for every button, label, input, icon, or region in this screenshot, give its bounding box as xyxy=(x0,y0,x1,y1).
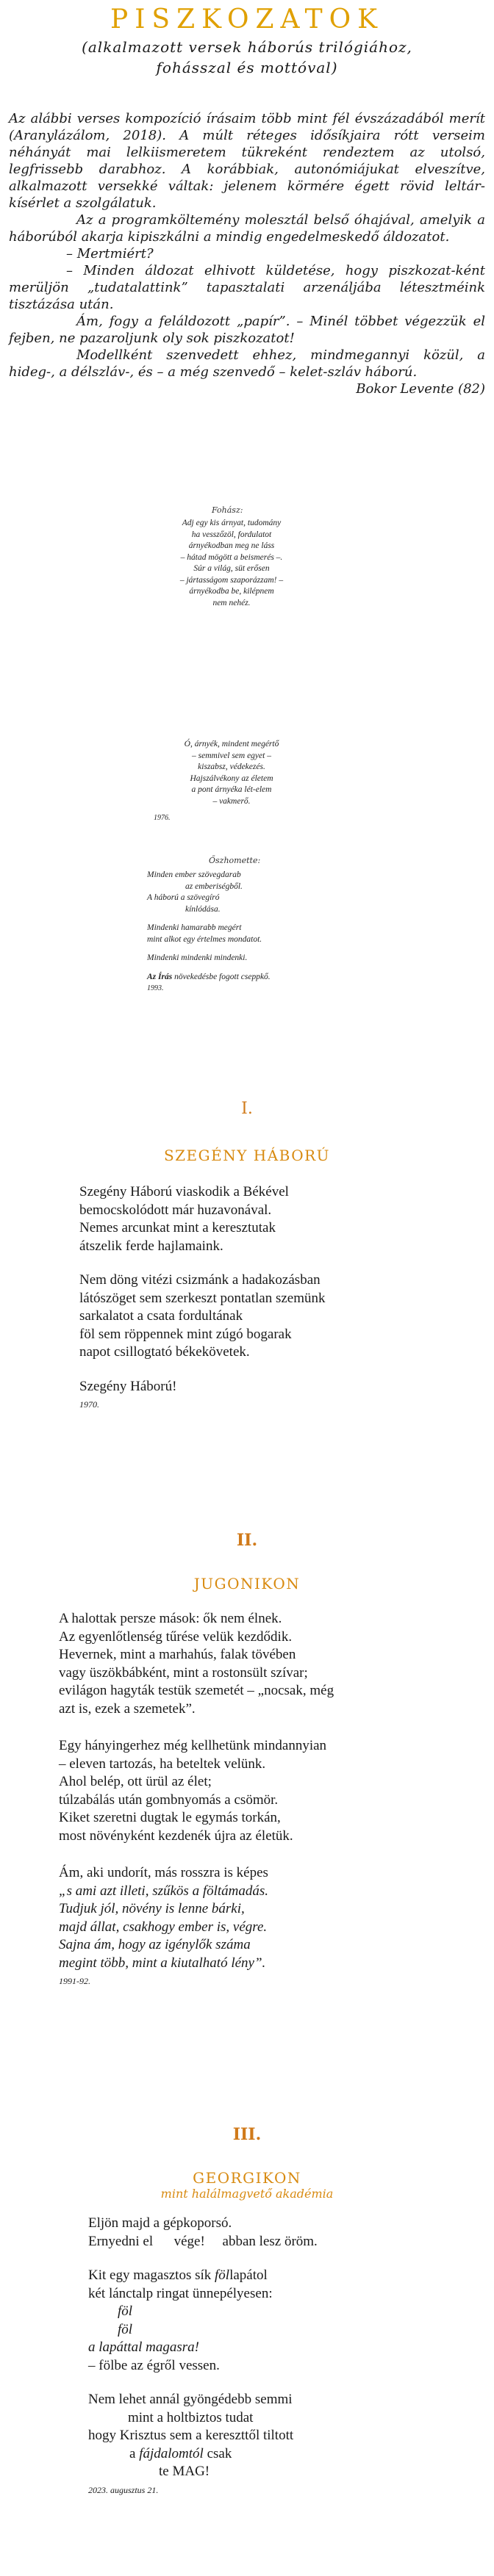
poem-line: látószöget sem szerkeszt pontatlan szemünk xyxy=(79,1290,326,1306)
section-2-title: JUGONIKON xyxy=(193,1575,301,1592)
signature: Bokor Levente (82) xyxy=(356,381,485,397)
poem-line: majd állat, csakhogy ember is, végre. xyxy=(59,1919,268,1935)
line-part: a xyxy=(129,2445,140,2461)
poem-line: nem nehéz. xyxy=(212,598,251,607)
section-1-title: SZEGÉNY HÁBORÚ xyxy=(163,1147,331,1164)
section-3-poem xyxy=(88,2215,470,2499)
section-2-poem xyxy=(59,1610,485,1991)
poem-line: két lánctalp ringat ünnepélyesen: xyxy=(88,2285,273,2301)
poem-line: sarkalatot a csata fordultának xyxy=(79,1308,243,1324)
poem-line: Szegény Háború viaskodik a Békével xyxy=(79,1184,289,1199)
line-part: Kit egy magasztos sík xyxy=(88,2267,215,2283)
poem-line: Hajszálvékony az életem xyxy=(190,773,273,783)
poem-line: föl sem röppennek mint zúgó bogarak xyxy=(79,1326,292,1342)
poem-line: – hátad mögött a beismerés –. xyxy=(180,552,283,562)
poem-line: Ó, árnyék, mindent megértő xyxy=(184,740,279,748)
subtitle-line-2: fohásszal és mottóval) xyxy=(156,59,338,76)
line-part: fájdalomtól xyxy=(139,2445,204,2461)
poem-line: Kiket szeretni dugtak le egymás torkán, xyxy=(59,1810,281,1825)
line-part: csak xyxy=(203,2445,232,2461)
poem-line: azt is, ezek a szemetek”. xyxy=(59,1700,196,1717)
bold-word: Az Írás xyxy=(147,972,173,981)
poem-line: Mindenki mindenki mindenki. xyxy=(147,953,248,962)
poem-line: – eleven tartozás, ha beteltek velünk. xyxy=(59,1756,266,1772)
poem-line: mint a holtbiztos tudat xyxy=(128,2409,254,2425)
intro-paragraph: – Minden áldozat elhivott küldetése, hogy piszkozat-ként merüljön „tudatalattink” tapasztalati arzenáljába létesztméink tisztázása után. xyxy=(9,263,485,312)
intro-paragraph: Modellként szenvedett ehhez, mindmegannyi közül, a hideg-, a délszláv-, és – a még szenvedő – kelet-szláv háború. xyxy=(9,347,485,380)
poem-line: – jártasságom szaporázzam! – xyxy=(179,575,284,585)
intro-text xyxy=(9,110,485,397)
motto-heading: Őszhomette: xyxy=(209,856,261,865)
fohasz-heading: Fohász: xyxy=(212,505,243,515)
poem-line: – vakmerő. xyxy=(212,796,251,806)
poem-line: Nemes arcunkat mint a keresztutak xyxy=(79,1220,276,1235)
poem-line: a pont árnyéka lét-elem xyxy=(191,785,272,794)
section-3-number: III. xyxy=(232,2125,262,2144)
poem-line: Eljön majd a gépkoporsó. xyxy=(88,2215,232,2231)
poem-line: – semmivel sem egyet – xyxy=(192,751,271,760)
poem-line: ha vesszőzöl, fordulatot xyxy=(191,530,272,539)
poem-line: átszelik ferde hajlamaink. xyxy=(79,1238,223,1254)
poem-line: Nem lehet annál gyöngédebb semmi xyxy=(88,2392,293,2407)
poem-line: Ám, aki undorít, más rosszra is képes xyxy=(59,1865,268,1880)
motto-date: 1993. xyxy=(147,984,164,992)
poem-line: túlzabálás után gombnyomás a csömör. xyxy=(59,1792,279,1808)
section-1-date: 1970. xyxy=(79,1399,99,1410)
poem-line: a lapáttal magasra! xyxy=(88,2339,199,2355)
line-rest: növekedésbe fogott cseppkő. xyxy=(172,972,271,981)
section-2-date: 1991-92. xyxy=(59,1976,90,1986)
poem-line: A halottak persze mások: ők nem élnek. xyxy=(59,1611,282,1626)
poem-line xyxy=(88,2267,470,2285)
fohasz-stanza-2 xyxy=(140,739,323,807)
poem-line: Az egyenlőtlenség tűrése velük kezdődik. xyxy=(59,1628,293,1645)
intro-paragraph: Az a programköltemény molesztál belső óhajával, amelyik a háborúból akarja kipiszkálni a mindig engedelmeskedő áldozatot. xyxy=(9,212,485,245)
poem-line: A háború a szövegíró xyxy=(147,893,220,902)
poem-line: hogy Krisztus sem a kereszttől tiltott xyxy=(88,2428,294,2443)
section-1-poem xyxy=(79,1183,476,1414)
line-part: föl xyxy=(215,2267,230,2283)
intro-paragraph: Az alábbi verses kompozíció írásaim több mint fél évszázadából merít (Aranylázálom, 2018). A múlt réteges idősíkjaira rótt verseim néhányát mai lelkiismeretem tükreként rendeztem az utolsó, legfrissebb darabhoz. A korábbiak, autonómiájukat elveszítve, alkalmazott versekké váltak: jelenem körmére égett rövid leltár-kísérlet a szolgálatuk. xyxy=(9,111,485,211)
poem-line: evilágon hagyták testük szemetét – „nocsak, még xyxy=(59,1683,334,1698)
poem-line: bemocskolódott már huzavonával. xyxy=(79,1202,272,1218)
fohasz-stanza-1 xyxy=(140,518,323,609)
poem-line: mint alkot egy értelmes mondatot. xyxy=(147,934,262,944)
poem-line: Egy hányingerhez még kellhetünk mindannyian xyxy=(59,1738,327,1753)
poem-line xyxy=(147,972,368,984)
poem-line: kiszabsz, védekezés. xyxy=(198,762,265,771)
poem-line: Szegény Háború! xyxy=(79,1378,177,1394)
poem-line: kínlódása. xyxy=(185,904,221,914)
poem-line: – fölbe az égről vessen. xyxy=(88,2357,220,2373)
poem-line: föl xyxy=(118,2303,133,2319)
intro-paragraph: Ám, fogy a feláldozott „papír”. – Minél többet végezzük el fejben, ne pazaroljunk oly sok piszkozatot! xyxy=(9,314,485,346)
poem-line: Adj egy kis árnyat, tudomány xyxy=(182,519,282,527)
section-3-subtitle: mint halálmagvető akadémia xyxy=(160,2187,334,2201)
section-2-number: II. xyxy=(236,1531,258,1550)
poem-line: napot csillogtató békekövetek. xyxy=(79,1344,250,1360)
poem-line: Ahol belép, ott ürül az élet; xyxy=(59,1774,212,1789)
poem-line: Minden ember szövegdarab xyxy=(147,870,241,879)
poem-line: föl xyxy=(118,2321,133,2337)
poem-line xyxy=(88,2445,470,2464)
section-1-number: I. xyxy=(241,1100,253,1118)
fohasz-date: 1976. xyxy=(154,814,171,822)
poem-line: Tudjuk jól, növény is lenne bárki, xyxy=(59,1901,245,1916)
poem-line: Mindenki hamarabb megért xyxy=(147,923,242,932)
subtitle-line-1: (alkalmazott versek háborús trilógiához, xyxy=(82,38,412,56)
poem-line: az emberiségből. xyxy=(185,881,243,891)
line-part: lapátol xyxy=(229,2267,268,2283)
poem-line: te MAG! xyxy=(159,2464,210,2479)
poem-line: megint több, mint a kiutalható lény”. xyxy=(59,1955,266,1971)
intro-paragraph: – Mertmiért? xyxy=(66,246,154,261)
section-3-title: GEORGIKON xyxy=(193,2169,301,2187)
motto-text xyxy=(147,870,368,995)
section-3-date: 2023. augusztus 21. xyxy=(88,2484,159,2495)
page-title: PISZKOZATOK xyxy=(110,4,384,35)
poem-line: Sajna ám, hogy az igénylők száma xyxy=(59,1937,251,1952)
poem-line: Súr a világ, süt erősen xyxy=(193,564,270,573)
page-subtitle xyxy=(29,37,465,78)
poem-line: Ernyedni el vége! abban lesz öröm. xyxy=(88,2233,318,2249)
poem-line: „s ami azt illeti, szűkös a föltámadás. xyxy=(59,1883,269,1899)
poem-line: árnyékodban meg ne láss xyxy=(188,541,275,550)
poem-line: Nem döng vitézi csizmánk a hadakozásban xyxy=(79,1272,321,1288)
poem-line: árnyékodba be, kilépnem xyxy=(189,587,274,596)
poem-line: most növényként kezdenék újra az életük. xyxy=(59,1828,293,1844)
poem-line: vagy üszökbábként, mint a rostonsült szívar; xyxy=(59,1664,308,1681)
poem-line: Hevernek, mint a marhahús, falak tövében xyxy=(59,1647,296,1662)
